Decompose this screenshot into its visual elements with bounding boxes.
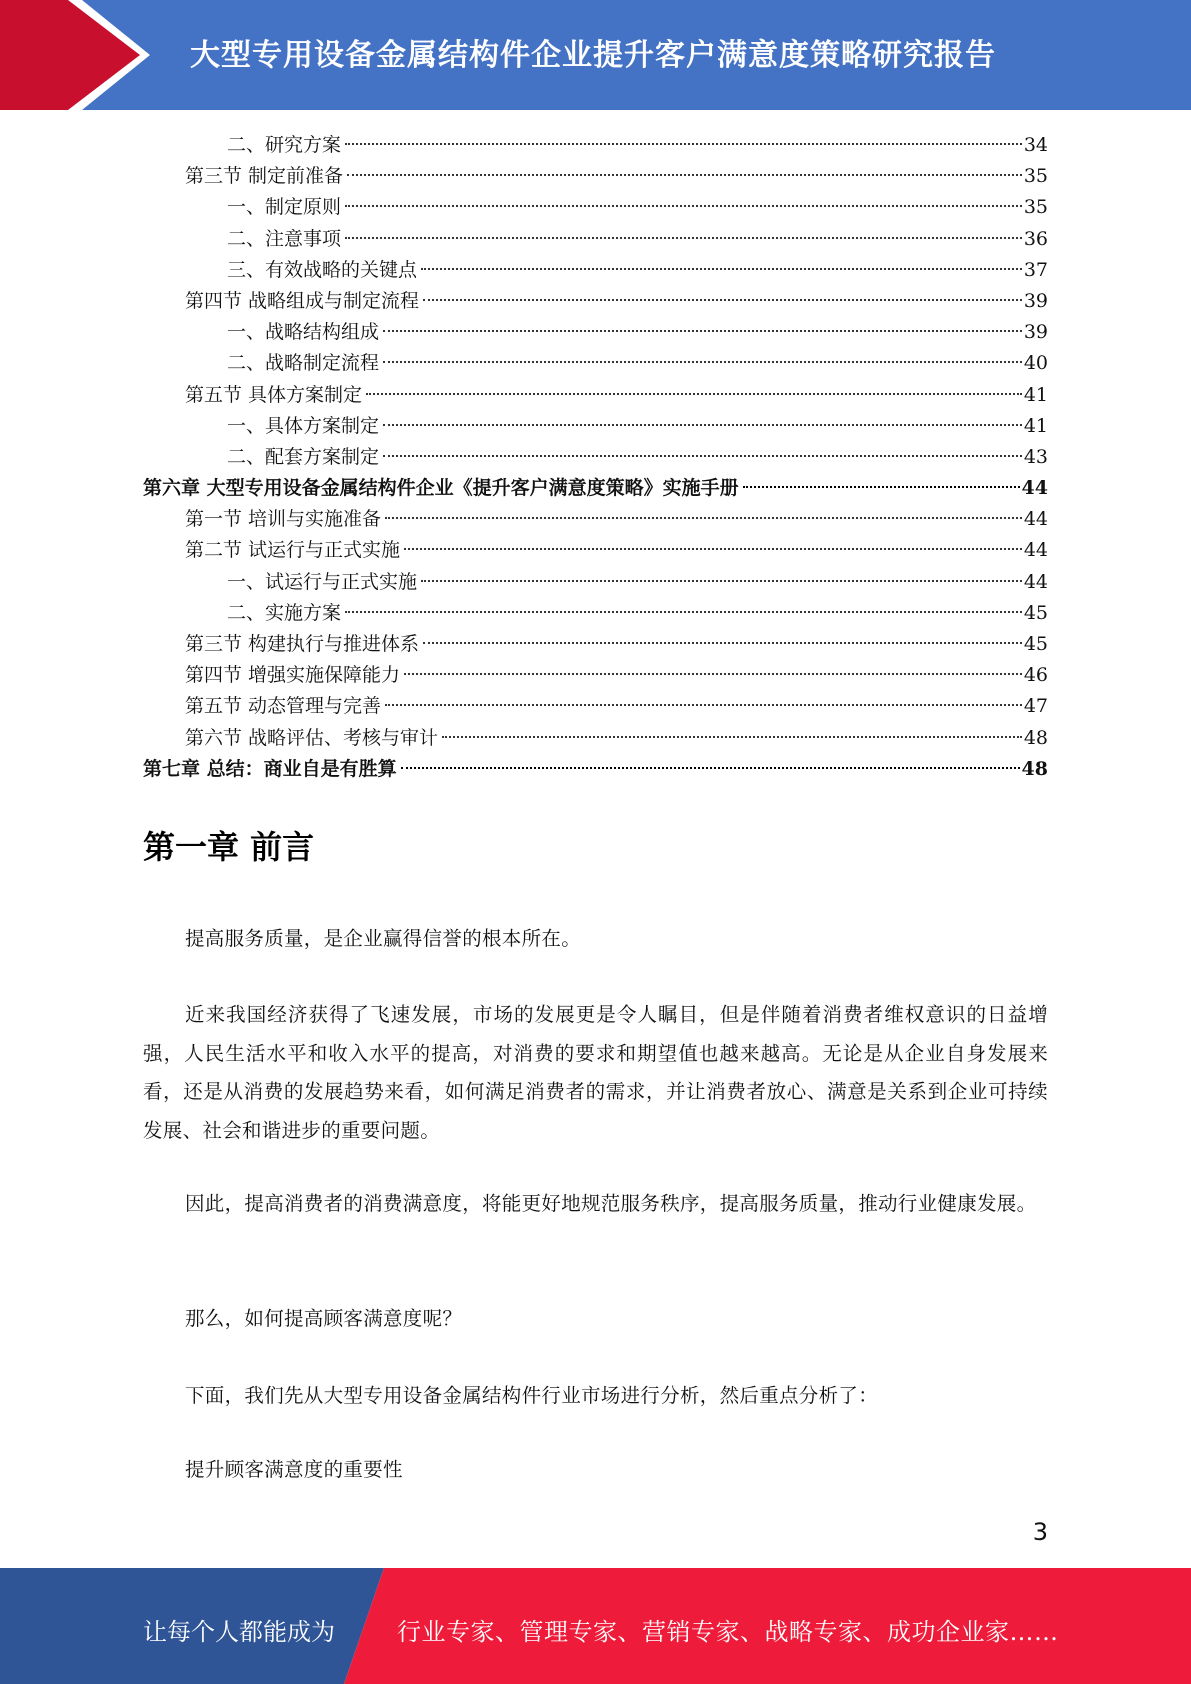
toc-entry-page: 44 <box>1021 477 1048 500</box>
toc-entry-page: 48 <box>1023 726 1048 749</box>
toc-entry-page: 48 <box>1021 757 1048 780</box>
chapter-heading: 第一章 前言 <box>143 828 315 866</box>
toc-entry-page: 36 <box>1023 227 1048 250</box>
toc-entry[interactable] <box>143 660 1048 691</box>
toc-entry[interactable] <box>143 130 1048 161</box>
toc-entry[interactable] <box>143 723 1048 754</box>
toc-entry[interactable] <box>143 192 1048 223</box>
paragraph-1: 提高服务质量，是企业赢得信誉的根本所在。 <box>185 927 582 950</box>
toc-entry[interactable] <box>143 629 1048 660</box>
page-number: 3 <box>1032 1518 1048 1546</box>
toc-entry-label: 二、配套方案制定 <box>227 445 380 468</box>
toc-leader-dots <box>404 547 1022 550</box>
toc-leader-dots <box>345 142 1022 145</box>
toc-entry-label: 二、战略制定流程 <box>227 352 380 375</box>
toc-entry-page: 46 <box>1023 664 1048 687</box>
toc-entry-page: 35 <box>1023 165 1048 188</box>
toc-entry[interactable] <box>143 286 1048 317</box>
toc-entry-page: 41 <box>1023 383 1048 406</box>
toc-entry-label: 第七章 总结：商业自是有胜算 <box>143 757 397 780</box>
toc-entry[interactable] <box>143 380 1048 411</box>
toc-entry-page: 45 <box>1023 633 1048 655</box>
toc-leader-dots <box>347 173 1022 176</box>
toc-leader-dots <box>423 641 1022 644</box>
toc-entry[interactable] <box>143 567 1048 598</box>
toc-leader-dots <box>404 672 1022 675</box>
toc-entry-label: 二、研究方案 <box>227 134 342 156</box>
toc-entry-page: 34 <box>1023 134 1048 156</box>
toc-leader-dots <box>383 329 1022 332</box>
page-header <box>0 0 1191 110</box>
footer-slogan-right: 行业专家、管理专家、营销专家、战略专家、成功企业家…… <box>397 1618 1059 1646</box>
toc-entry-page: 45 <box>1023 601 1048 624</box>
toc-entry-label: 第一节 培训与实施准备 <box>185 508 382 531</box>
toc-entry-label: 第三节 制定前准备 <box>185 165 344 188</box>
toc-leader-dots <box>345 204 1022 207</box>
toc-leader-dots <box>345 236 1022 239</box>
toc-leader-dots <box>383 360 1022 363</box>
toc-leader-dots <box>421 579 1022 582</box>
toc-leader-dots <box>401 766 1020 769</box>
toc-entry-label: 第六章 大型专用设备金属结构件企业《提升客户满意度策略》实施手册 <box>143 477 739 500</box>
toc-entry-label: 一、制定原则 <box>227 196 342 219</box>
toc-entry-page: 47 <box>1023 695 1048 718</box>
toc-entry-label: 一、战略结构组成 <box>227 321 380 344</box>
toc-entry[interactable] <box>143 317 1048 348</box>
toc-entry-page: 44 <box>1023 539 1048 562</box>
header-chevron-icon <box>0 0 160 110</box>
toc-entry-label: 第四节 战略组成与制定流程 <box>185 289 420 312</box>
toc-leader-dots <box>345 610 1022 613</box>
toc-entry-label: 三、有效战略的关键点 <box>227 258 418 281</box>
toc-leader-dots <box>421 267 1022 270</box>
toc-entry[interactable] <box>143 442 1048 473</box>
toc-leader-dots <box>383 454 1022 457</box>
toc-entry-label: 一、具体方案制定 <box>227 414 380 437</box>
toc-leader-dots <box>442 735 1022 738</box>
toc-entry-label: 二、注意事项 <box>227 227 342 250</box>
toc-entry[interactable] <box>143 691 1048 722</box>
toc-leader-dots <box>383 423 1022 426</box>
toc-entry[interactable] <box>143 535 1048 566</box>
toc-entry[interactable] <box>143 504 1048 535</box>
toc-entry-page: 39 <box>1023 289 1048 312</box>
toc-leader-dots <box>743 485 1020 488</box>
page-footer <box>0 1568 1191 1684</box>
toc-entry[interactable] <box>143 224 1048 255</box>
table-of-contents <box>143 130 1048 785</box>
toc-leader-dots <box>385 703 1022 706</box>
toc-entry-page: 40 <box>1023 352 1048 375</box>
toc-entry-label: 第六节 战略评估、考核与审计 <box>185 726 439 749</box>
toc-leader-dots <box>366 392 1022 395</box>
toc-leader-dots <box>423 298 1022 301</box>
toc-entry[interactable] <box>143 348 1048 379</box>
toc-entry-page: 35 <box>1023 196 1048 219</box>
toc-entry-label: 第五节 动态管理与完善 <box>185 695 382 718</box>
toc-entry[interactable] <box>143 161 1048 192</box>
paragraph-2: 近来我国经济获得了飞速发展，市场的发展更是令人瞩目，但是伴随着消费者维权意识的日益增强，人民生活水平和收入水平的提高，对消费的要求和期望值也越来越高。无论是从企业自身发展来看，还是从消费的发展趋势来看，如何满足消费者的需求，并让消费者放心、满意是关系到企业可持续发展、社会和谐进步的重要问题。 <box>143 1003 1048 1142</box>
toc-entry-page: 43 <box>1023 445 1048 468</box>
toc-entry[interactable] <box>143 754 1048 785</box>
toc-entry[interactable] <box>143 255 1048 286</box>
toc-entry-label: 第五节 具体方案制定 <box>185 383 363 406</box>
paragraph-3: 因此，提高消费者的消费满意度，将能更好地规范服务秩序，提高服务质量，推动行业健康发展。 <box>185 1192 1037 1215</box>
toc-entry[interactable] <box>143 473 1048 504</box>
toc-entry-label: 二、实施方案 <box>227 601 342 624</box>
toc-entry-label: 第二节 试运行与正式实施 <box>185 539 401 562</box>
toc-entry-label: 第四节 增强实施保障能力 <box>185 664 401 687</box>
footer-slogan-left: 让每个人都能成为 <box>143 1618 335 1646</box>
paragraph-4: 那么，如何提高顾客满意度呢？ <box>185 1307 463 1330</box>
toc-entry-page: 37 <box>1023 258 1048 281</box>
toc-entry-label: 一、试运行与正式实施 <box>227 570 418 593</box>
toc-entry-page: 39 <box>1023 321 1048 344</box>
toc-entry-page: 44 <box>1023 570 1048 593</box>
toc-entry[interactable] <box>143 598 1048 629</box>
toc-entry-page: 44 <box>1023 508 1048 531</box>
toc-leader-dots <box>385 516 1022 519</box>
toc-entry-label: 第三节 构建执行与推进体系 <box>185 633 420 655</box>
paragraph-5: 下面，我们先从大型专用设备金属结构件行业市场进行分析，然后重点分析了： <box>185 1384 879 1407</box>
toc-entry-page: 41 <box>1023 414 1048 437</box>
toc-entry[interactable] <box>143 411 1048 442</box>
paragraph-6: 提升顾客满意度的重要性 <box>185 1458 403 1481</box>
report-title: 大型专用设备金属结构件企业提升客户满意度策略研究报告 <box>190 38 996 73</box>
